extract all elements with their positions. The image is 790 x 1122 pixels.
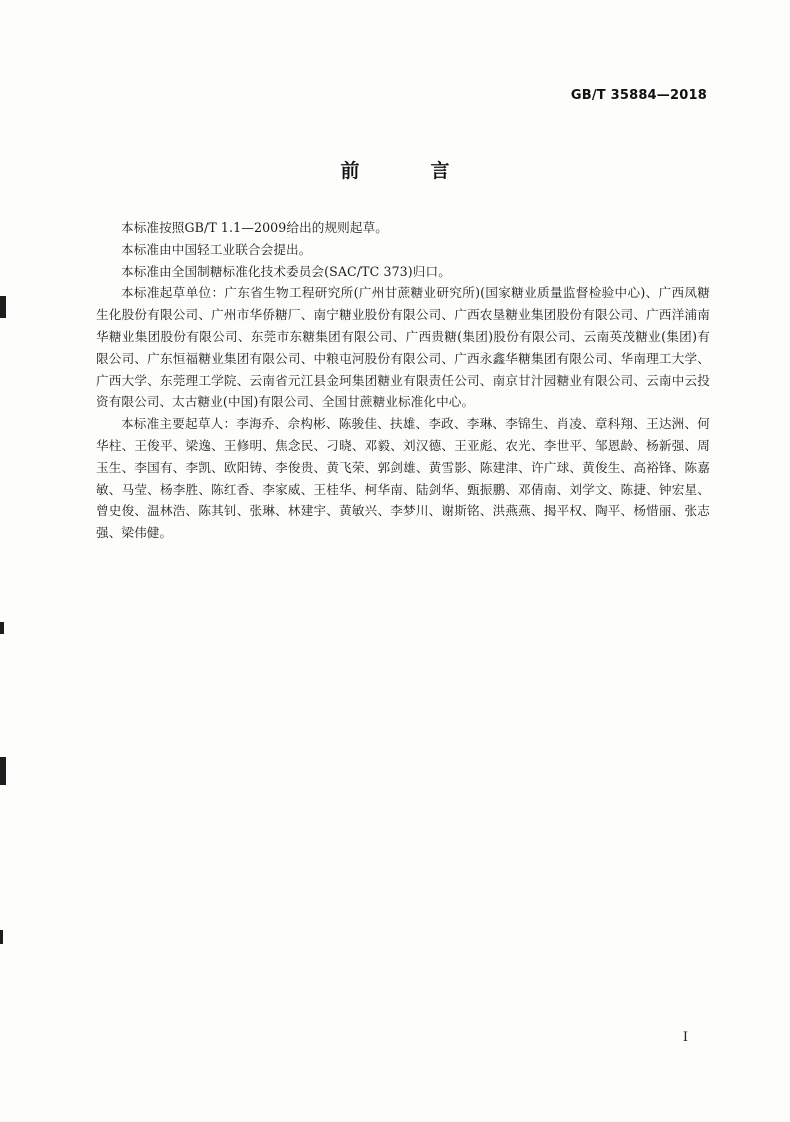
standard-number: GB/T 35884—2018 (570, 88, 707, 103)
paragraph-drafting-organizations: 本标准起草单位：广东省生物工程研究所(广州甘蔗糖业研究所)(国家糖业质量监督检验中心)、广西凤糖生化股份有限公司、广州市华侨糖厂、南宁糖业股份有限公司、广西农垦糖业集团股份有限公司、广西洋浦南华糖业集团股份有限公司、东莞市东糖集团有限公司、广西贵糖(集团)股份有限公司、云南英茂糖业(集团)有限公司、广东恒福糖业集团有限公司、中粮屯河股份有限公司、广西永鑫华糖集团有限公司、华南理工大学、广西大学、东莞理工学院、云南省元江县金珂集团糖业有限责任公司、南京甘汁园糖业有限公司、云南中云投资有限公司、太古糖业(中国)有限公司、全国甘蔗糖业标准化中心。 (96, 285, 710, 410)
foreword-body (96, 217, 710, 544)
page-number: I (682, 1030, 688, 1045)
scan-artifact-mark (0, 930, 3, 944)
paragraph-proposer: 本标准由中国轻工业联合会提出。 (121, 241, 312, 257)
page-title: 前 言 (340, 160, 476, 182)
paragraph-drafting-rules: 本标准按照GB/T 1.1—2009给出的规则起草。 (121, 220, 388, 235)
paragraph-technical-committee: 本标准由全国制糖标准化技术委员会(SAC/TC 373)归口。 (121, 263, 451, 279)
scan-artifact-mark (0, 622, 4, 634)
paragraph-drafters: 本标准主要起草人：李海乔、佘构彬、陈骏佳、扶雄、李政、李琳、李锦生、肖凌、章科翔、王达洲、何华柱、王俊平、梁逸、王修明、焦念民、刁晓、邓毅、刘汉德、王亚彪、农光、李世平、邹恩龄、杨新强、周玉生、李国有、李凯、欧阳铸、李俊贵、黄飞荣、郭剑雄、黄雪影、陈建津、许广球、黄俊生、高裕锋、陈嘉敏、马莹、杨李胜、陈红香、李家威、王桂华、柯华南、陆剑华、甄振鹏、邓倩南、刘学文、陈捷、钟宏星、曾史俊、温林浩、陈其钊、张琳、林建宇、黄敏兴、李梦川、谢斯铭、洪燕燕、揭平权、陶平、杨惜丽、张志强、梁伟健。 (96, 416, 710, 541)
scan-artifact-mark (0, 757, 6, 785)
scan-artifact-mark (0, 296, 6, 318)
